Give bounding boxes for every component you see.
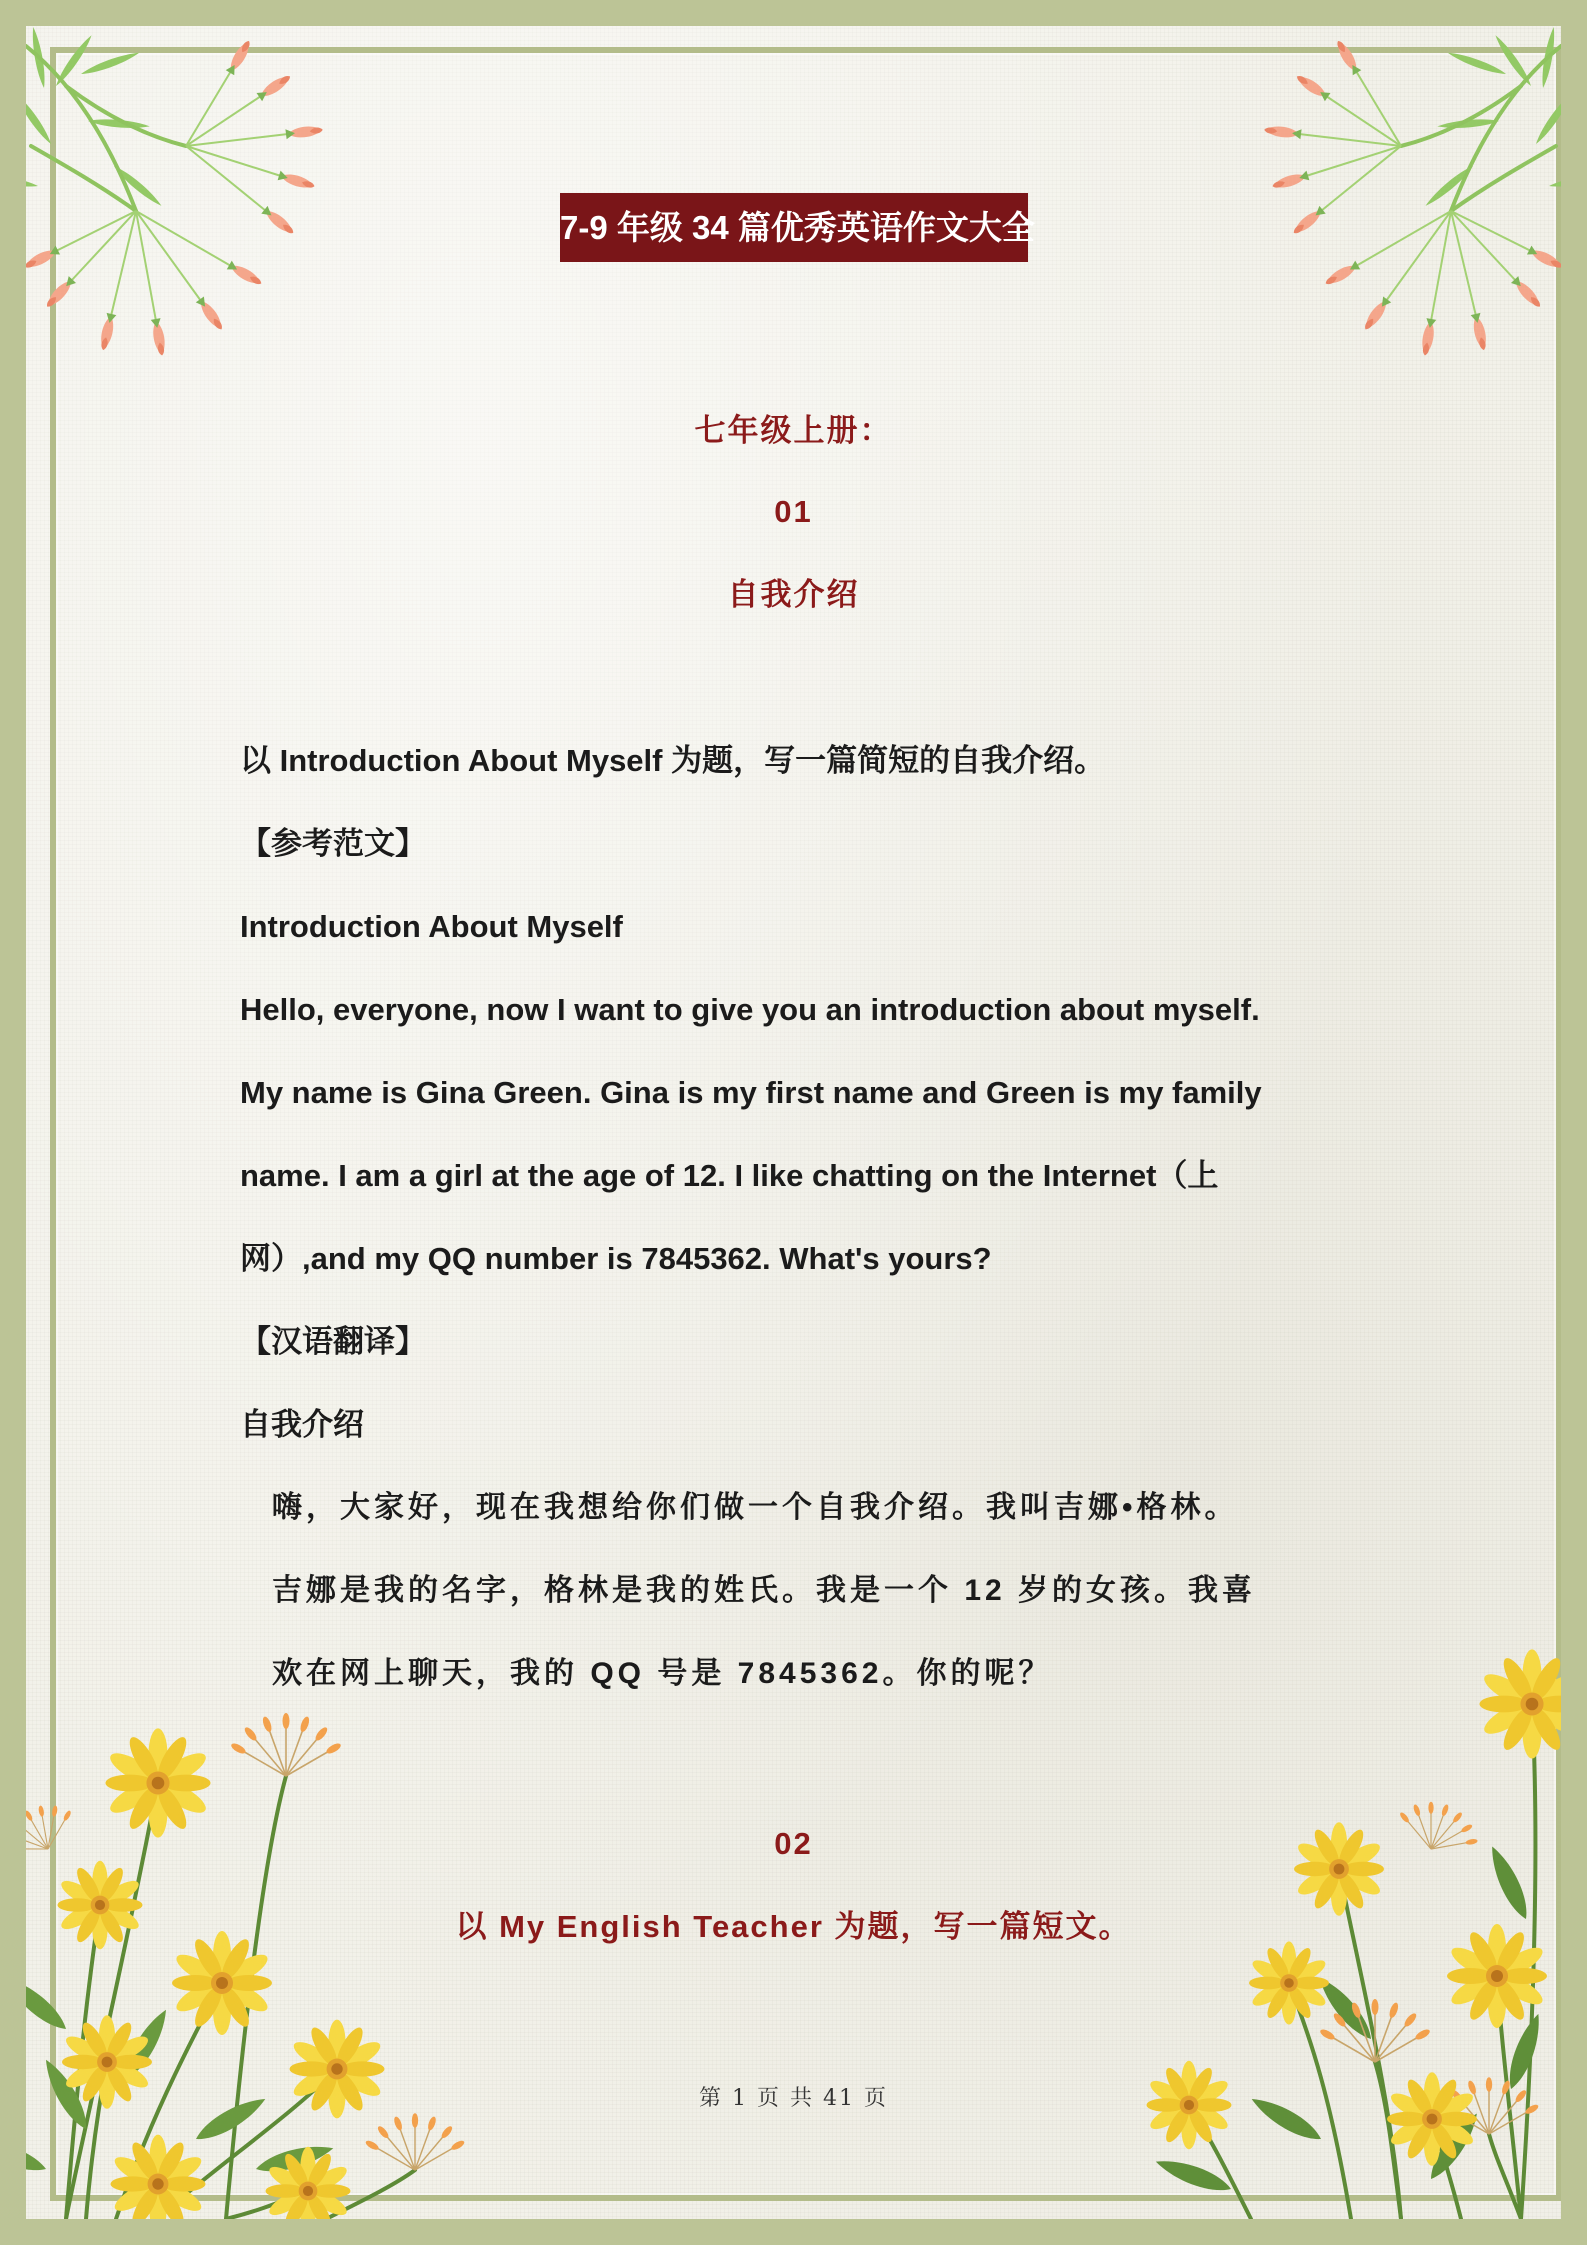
essay-number-01: 01 [774,494,813,529]
english-line: 网）,and my QQ number is 7845362. What's yours? [240,1241,992,1276]
reference-label: 【参考范文】 [240,826,426,861]
translation-line: 欢在网上聊天，我的 QQ 号是 7845362。你的呢？ [272,1657,1053,1690]
essay-body-01 [240,719,1540,1715]
flower-decoration-top-left [26,26,386,386]
essay-prompt-02: 以 My English Teacher 为题，写一篇短文。 [455,1909,1132,1944]
english-line: name. I am a girl at the age of 12. I like chatting on the Internet（上 [240,1158,1219,1193]
document-title: 7-9 年级 34 篇优秀英语作文大全 [560,193,1028,262]
english-title: Introduction About Myself [240,909,623,944]
translation-line: 嗨，大家好，现在我想给你们做一个自我介绍。我叫吉娜•格林。 [272,1491,1239,1524]
page-number-footer: 第 1 页 共 41 页 [699,2086,888,2111]
translation-label: 【汉语翻译】 [240,1324,426,1359]
flower-decoration-top-right [1201,26,1561,386]
translation-title: 自我介绍 [240,1407,364,1442]
section-heading: 七年级上册： [694,413,893,448]
essay-prompt: 以 Introduction About Myself 为题，写一篇简短的自我介绍。 [240,743,1106,778]
essay-number-02: 02 [774,1826,813,1861]
english-line: Hello, everyone, now I want to give you an introduction about myself. [240,992,1260,1027]
essay-title-01: 自我介绍 [727,577,860,612]
english-line: My name is Gina Green. Gina is my first name and Green is my family [240,1075,1262,1110]
translation-line: 吉娜是我的名字，格林是我的姓氏。我是一个 12 岁的女孩。我喜 [272,1574,1257,1607]
